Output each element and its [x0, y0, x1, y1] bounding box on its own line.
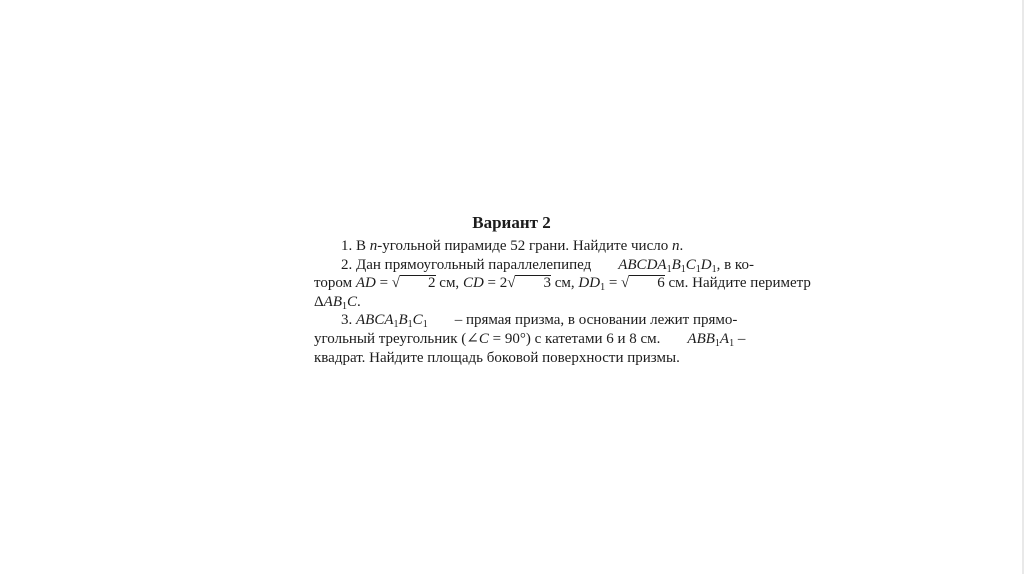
task-2-line-3: $\Delta AB_1C$.: [314, 293, 361, 312]
task-3-line-2: угольный треугольник (∠C = 90°) с катетами 6 и 8 см. $ABB_1A_1$ –: [314, 330, 746, 349]
task-3-line-1: 3. $ABCA_1B_1C_1$ – прямая призма, в основании лежит прямо-: [341, 312, 738, 331]
variant-title: Вариант 2: [472, 213, 551, 232]
task-2: [287, 256, 811, 312]
task-3: [287, 311, 746, 367]
task-2-line-1: 2. Дан прямоугольный параллелепипед $ABCDA_1B_1C_1D_1$, в ко-: [341, 256, 754, 275]
task-1: [287, 237, 736, 256]
task-1-line-1: 1. В n-угольной пирамиде 52 грани. Найдите число n.: [341, 238, 684, 254]
task-3-line-3: квадрат. Найдите площадь боковой поверхности призмы.: [314, 349, 680, 366]
task-document: [287, 212, 811, 367]
task-2-line-2: тором AD = √ 2 см, CD = 2√ 3 см, $DD_1$ = √ 6 см. Найдите периметр: [314, 275, 811, 294]
